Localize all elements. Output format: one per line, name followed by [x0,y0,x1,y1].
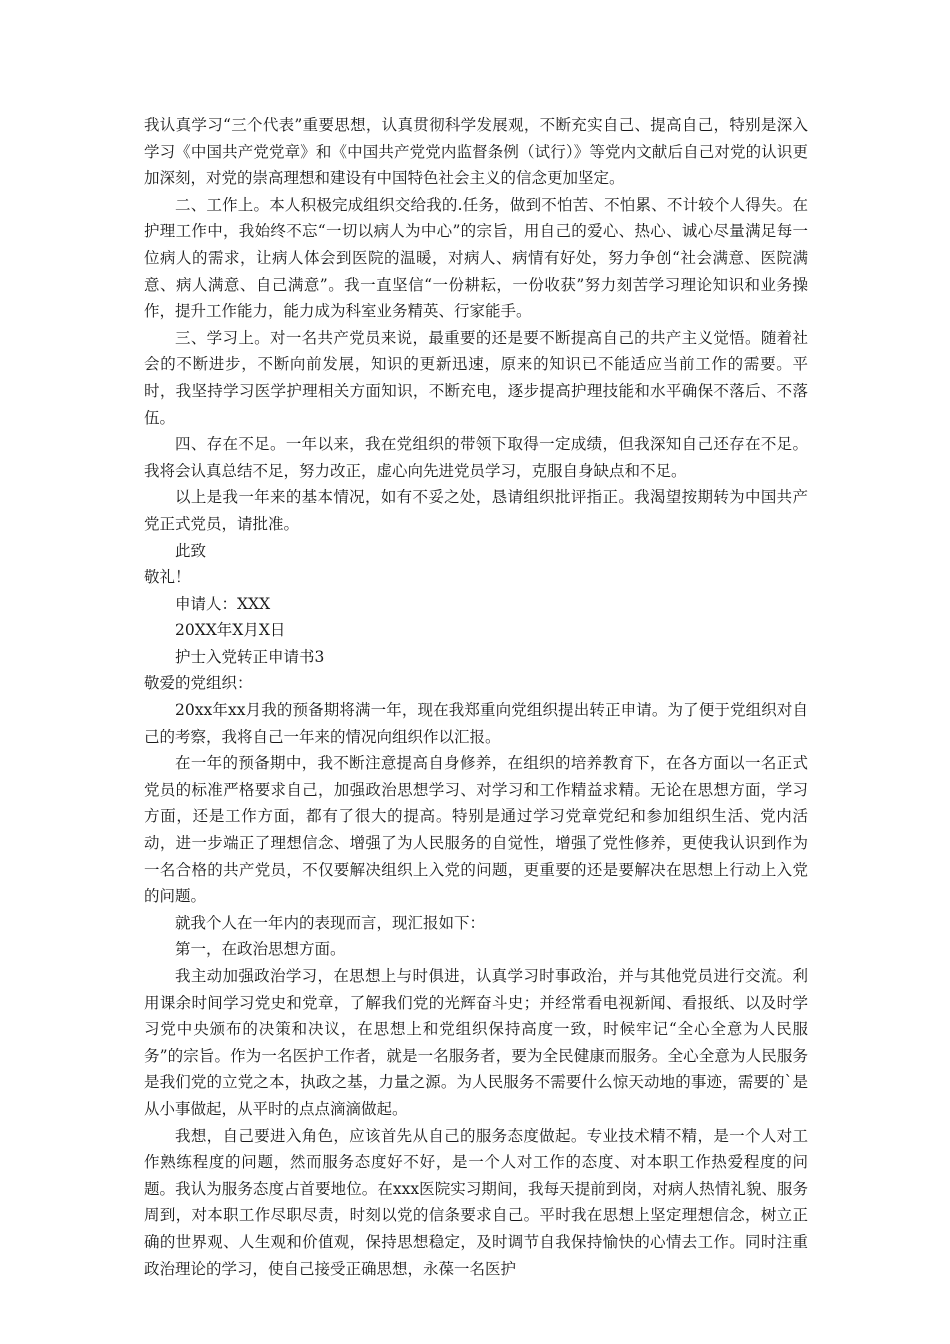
paragraph-5: 以上是我一年来的基本情况，如有不妥之处，恳请组织批评指正。我渴望按期转为中国共产党正式党员，请批准。 [144,488,808,533]
paragraph-4: 四、存在不足。一年以来，我在党组织的带领下取得一定成绩，但我深知自己还存在不足。我将会认真总结不足，努力改正，虚心向先进党员学习，克服自身缺点和不足。 [144,435,808,480]
section-title: 护士入党转正申请书3 [175,647,325,666]
paragraph-11: 我想，自己要进入角色，应该首先从自己的服务态度做起。专业技术精不精，是一个人对工作熟练程度的问题，然而服务态度好不好，是一个人对工作的态度、对本职工作热爱程度的问题。我认为服务态度占首要地位。在xxx医院实习期间，我每天提前到岗，对病人热情礼貌、服务周到，对本职工作尽职尽责，时刻以党的信条要求自己。平时我在思想上坚定理想信念，树立正确的世界观、人生观和价值观，保持思想稳定，及时调节自我保持愉快的心情去工作。同时注重政治理论的学习，使自己接受正确思想，永葆一名医护 [144,1126,808,1278]
paragraph-8: 就我个人在一年内的表现而言，现汇报如下： [175,913,486,932]
paragraph-2: 二、工作上。本人积极完成组织交给我的.任务，做到不怕苦、不怕累、不计较个人得失。在护理工作中，我始终不忘“一切以病人为中心”的宗旨，用自己的爱心、热心、诚心尽量满足每一位病人的需求，让病人体会到医院的温暖，对病人、病情有好处，努力争创“社会满意、医院满意、病人满意、自己满意”。我一直坚信“一份耕耘，一份收获”努力刻苦学习理论知识和业务操作，提升工作能力，能力成为科室业务精英、行家能手。 [144,195,808,321]
paragraph-7: 在一年的预备期中，我不断注意提高自身修养，在组织的培养教育下，在各方面以一名正式党员的标准严格要求自己，加强政治思想学习、对学习和工作精益求精。无论在思想方面，学习方面，还是工作方面，都有了很大的提高。特别是通过学习党章党纪和参加组织生活、党内活动，进一步端正了理想信念、增强了为人民服务的自觉性，增强了党性修养，更使我认识到作为一名合格的共产党员，不仅要解决组织上入党的问题，更重要的还是要解决在思想上行动上入党的问题。 [144,754,808,906]
applicant-signature: 申请人：XXX [175,594,271,613]
paragraph-9: 第一，在政治思想方面。 [175,940,346,959]
closing-regards: 敬礼！ [144,568,191,587]
closing-salutation: 此致 [175,541,207,560]
paragraph-10: 我主动加强政治学习，在思想上与时俱进，认真学习时事政治，并与其他党员进行交流。利用课余时间学习党史和党章，了解我们党的光辉奋斗史；并经常看电视新闻、看报纸、以及时学习党中央颁布的决策和决议，在思想上和党组织保持高度一致，时候牢记“全心全意为人民服务”的宗旨。作为一名医护工作者，就是一名服务者，要为全民健康而服务。全心全意为人民服务是我们党的立党之本，执政之基，力量之源。为人民服务不需要什么惊天动地的事迹，需要的`是从小事做起，从平时的点点滴滴做起。 [144,967,808,1118]
paragraph-3: 三、学习上。对一名共产党员来说，最重要的还是要不断提高自己的共产主义觉悟。随着社会的不断进步，不断向前发展，知识的更新迅速，原来的知识已不能适应当前工作的需要。平时，我坚持学习医学护理相关方面知识，不断充电，逐步提高护理技能和水平确保不落后、不落伍。 [144,328,808,427]
paragraph-6: 20xx年xx月我的预备期将满一年，现在我郑重向党组织提出转正申请。为了便于党组织对自己的考察，我将自己一年来的情况向组织作以汇报。 [144,701,808,746]
document-body [144,112,808,1282]
application-date: 20XX年X月X日 [175,621,286,640]
letter-greeting: 敬爱的党组织： [144,674,253,693]
paragraph-1: 我认真学习“三个代表”重要思想，认真贯彻科学发展观，不断充实自己、提高自己，特别是深入学习《中国共产党党章》和《中国共产党党内监督条例（试行）》等党内文献后自己对党的认识更加深刻，对党的崇高理想和建设有中国特色社会主义的信念更加坚定。 [144,116,808,188]
